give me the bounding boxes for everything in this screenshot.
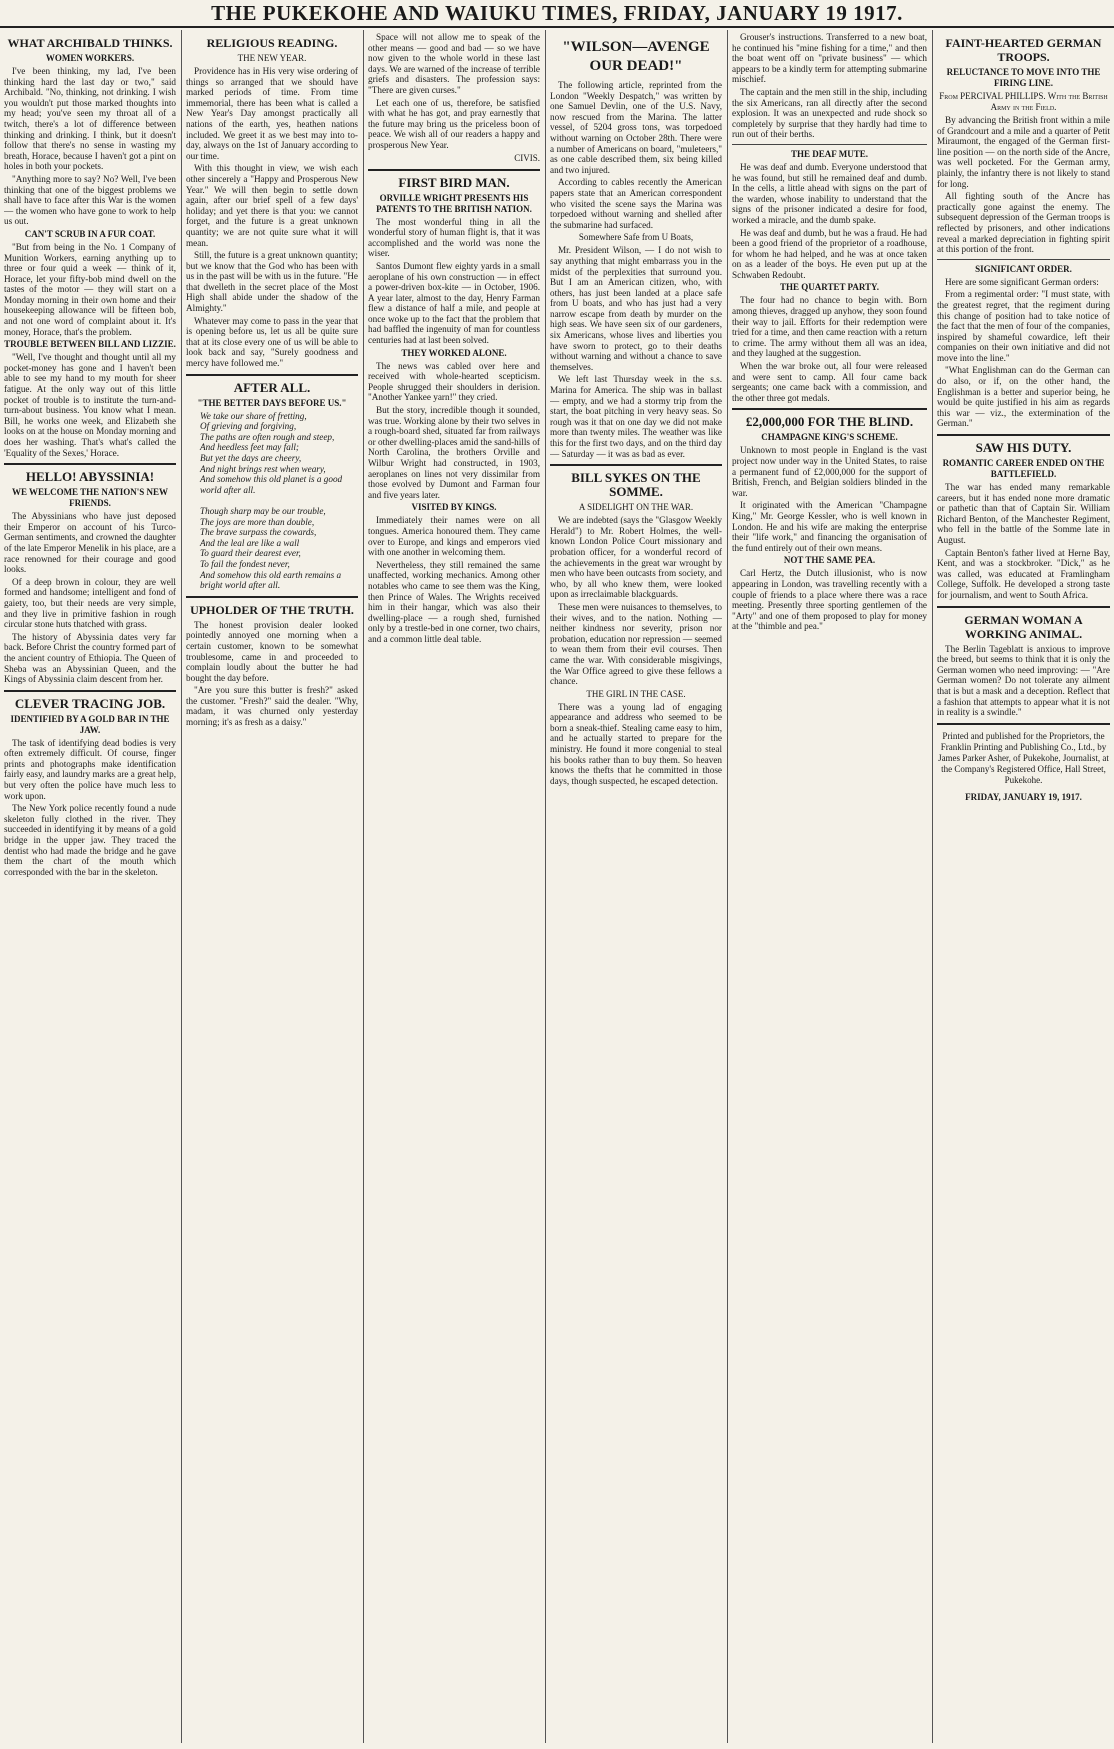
poem-line: The paths are often rough and steep, xyxy=(200,431,335,442)
byline: From PERCIVAL PHILLIPS. With the British Army in the Field. xyxy=(939,91,1108,112)
paragraph: The history of Abyssinia dates very far back. Before Christ the country formed part of the ancient country of Ethiopia. The Queen of Sheba was an Abyssinian Queen, and the Kings of Abyssinia claim descent from her. xyxy=(4,631,176,685)
article-headline: RELIGIOUS READING. xyxy=(206,36,338,50)
article-headline: BILL SYKES ON THE SOMME. xyxy=(571,470,701,500)
divider xyxy=(732,144,927,145)
poem-line: And somehow this old planet is a good world after all. xyxy=(200,474,343,495)
paragraph: "Are you sure this butter is fresh?" asked the customer. "Fresh?" said the dealer. "Why, madam, it was churned only yesterday morning; it's as fresh as a daisy." xyxy=(186,685,358,728)
poem-line: Though sharp may be our trouble, xyxy=(200,505,326,516)
paragraph: According to cables recently the American papers state that an American correspondent who visited the scene says the Marina was torpedoed without warning and shelled after the submarine had surfaced. xyxy=(550,177,722,230)
poem-line: And heedless feet may fall; xyxy=(200,442,299,453)
paragraph: Unknown to most people in England is the vast project now under way in the United States, to raise a permanent fund of £2,000,000 for the support of British, French, and Belgian soldiers blinded in the war. xyxy=(732,445,927,498)
paragraph: When the war broke out, all four were released and were sent to camp. All four came back sergeants; one came back with a commission, and the other three got medals. xyxy=(732,361,927,403)
paragraph: Nevertheless, they still remained the same unaffected, working mechanics. Among other notables who came to see them was the King, then Prince of Wales. The Wrights received him in their hangar, which was also their dwelling-place — a rough shed, furnished only by a trestle-bed in one corner, two chairs, and a common little deal table. xyxy=(368,559,540,644)
masthead xyxy=(0,0,1114,28)
column-6 xyxy=(937,32,1110,1745)
poem-line: The brave surpass the cowards, xyxy=(200,527,317,538)
divider xyxy=(4,463,176,465)
column-rule xyxy=(181,30,182,1743)
poem-line: And the leal are like a wall xyxy=(200,537,300,548)
article-subhead: TROUBLE BETWEEN BILL AND LIZZIE. xyxy=(4,339,176,350)
paragraph: The following article, reprinted from the London "Weekly Despatch," was written by one Samuel Devlin, one of the U.S. Navy, now rescued from the Marina. The latter vessel, of 5204 gross tons, was torpedoed without warning on October 28th. There were a number of Americans on board, "muleteers," as one cable described them, six being killed and two injured. xyxy=(550,80,722,175)
paragraph: The news was cabled over here and received with whole-hearted scepticism. People shrugged their shoulders in derision. "Another Yankee yarn!" they cried. xyxy=(368,360,540,403)
column-5 xyxy=(732,32,927,1745)
article-headline: GERMAN WOMAN A WORKING ANIMAL. xyxy=(964,612,1083,641)
paragraph: From a regimental order: "I must state, with the greatest regret, that the regiment during this change of position had to take notice of the fact that the men of four of the companies, inspired by shameful cowardice, left their companies on their own initiative and did not move into the line." xyxy=(937,289,1110,363)
article-headline: £2,000,000 FOR THE BLIND. xyxy=(745,414,914,430)
article-headline: FAINT-HEARTED GERMAN TROOPS. xyxy=(945,36,1102,64)
paragraph: Captain Benton's father lived at Herne Bay, Kent, and was a stockbroker. "Dick," as he was called, was educated at Framlingham College, Suffolk. He developed a strong taste for journalism, and went to South Africa. xyxy=(937,547,1110,600)
paragraph: Here are some significant German orders: xyxy=(945,276,1099,287)
paragraph: "What Englishman can do the German can do also, or if, on the other hand, the Englishman is a better and superior being, he would be quite justified in his aim as regards this war — viz., the extermination of the German." xyxy=(937,365,1110,429)
article-headline: SIGNIFICANT ORDER. xyxy=(975,263,1072,274)
article-headline: "WILSON—AVENGE OUR DEAD!" xyxy=(562,39,710,74)
divider xyxy=(732,408,927,410)
column-rule xyxy=(727,30,728,1743)
column-4 xyxy=(550,32,722,1745)
paragraph: Still, the future is a great unknown quantity; but we know that the God who has been with us in the past will be with us in the future. "He that dwelleth in the secret place of the Most High shall abide under the shadow of the Almighty." xyxy=(186,250,358,314)
poem-line: To fail the fondest never, xyxy=(200,558,290,569)
article-subhead: NOT THE SAME PEA. xyxy=(783,555,876,566)
article-subhead: A SIDELIGHT ON THE WAR. xyxy=(578,502,694,513)
article-headline: THE QUARTET PARTY. xyxy=(780,282,879,293)
article-subhead: CHAMPAGNE KING'S SCHEME. xyxy=(761,432,898,443)
article-headline: AFTER ALL. xyxy=(233,379,311,395)
paragraph: There was a young lad of engaging appearance and address who seemed to be born a sneak-thief. Stealing came easy to him, and he actually started to prepare for the ministry. He found it more congenial to steal his books rather than to buy them. So heaven knows the thefts that he committed in those days, though suspected, he escaped detection. xyxy=(550,701,722,786)
paragraph: He was deaf and dumb, but he was a fraud. He had been a good friend of the proprietor of a roadhouse, for whom he had helped, and he was at once taken on as a leader of the boys. He even put up at the Schwaben Redoubt. xyxy=(732,227,927,280)
article-subhead: WE WELCOME THE NATION'S NEW FRIENDS. xyxy=(11,487,169,509)
article-headline: CLEVER TRACING JOB. xyxy=(14,695,166,711)
paragraph: "But from being in the No. 1 Company of Munition Workers, earning anything up to three or four quid a week — think of it, Horace, let your fifty-bob mind dwell on the tastes of the motor — they will start on a Monday morning in their own home and their housekeeping allowance will be fifteen bob, and not one word of complaint about it. It's money, Horace, that's the problem. xyxy=(4,241,176,337)
masthead-title: THE PUKEKOHE AND WAIUKU TIMES, FRIDAY, JANUARY 19 1917. xyxy=(211,0,903,25)
paragraph: All fighting south of the Ancre has practically gone against the enemy. The subsequent depression of the German troops is reflected by prisoners, and other indications reveal a marked depreciation in fighting spirit at this portion of the front. xyxy=(937,191,1110,255)
paragraph: Mr. President Wilson, — I do not wish to say anything that might embarrass you in the midst of the perplexities that surround you. But I am an American citizen, who, with others, has just been landed at a place safe from U boats, and who has just had a very narrow escape from death by murder on the high seas. We have seen six of our gardeners, six Americans, whose lives and liberties you have sworn to protect, go to their deaths without warning and without a chance to save themselves. xyxy=(550,245,722,372)
paragraph: The four had no chance to begin with. Born among thieves, dragged up anyhow, they soon found their way to jail. Efforts for their redemption were tried for a time, and then came reaction with a return to crime. The army without them all was an idea, and they laughed at the suggestion. xyxy=(732,295,927,359)
paragraph: Let each one of us, therefore, be satisfied with what he has got, and pray earnestly that the future may bring us the priceless boon of peace. We wish all of our readers a happy and prosperous New Year. xyxy=(368,97,540,150)
paragraph: Whatever may come to pass in the year that is opening before us, let us all be quite sure that at its close every one of us will be able to look back and say, "Surely goodness and mercy have followed me." xyxy=(186,315,358,369)
article-headline: UPHOLDER OF THE TRUTH. xyxy=(190,602,354,617)
paragraph: The Abyssinians who have just deposed their Emperor on account of his Turco-German sentiments, and crowned the daughter of the late Emperor Menelik in his place, are a race renowned for their courage and good looks. xyxy=(4,511,176,575)
article-subhead: ORVILLE WRIGHT PRESENTS HIS PATENTS TO THE BRITISH NATION. xyxy=(376,192,532,214)
article-subhead: IDENTIFIED BY A GOLD BAR IN THE JAW. xyxy=(10,713,170,735)
poem-line: The joys are more than double, xyxy=(200,516,315,527)
poem-line: And somehow this old earth remains a bright world after all. xyxy=(200,569,342,591)
paragraph: The Berlin Tageblatt is anxious to improve the breed, but seems to think that it is only the German women who need improving: — "Are German women? Do not tolerate any ailment that is but a mask and a deception. Reflect that a fashion that attempts to appear what it is not in reality is a swindle." xyxy=(937,643,1110,718)
poem-line xyxy=(200,495,358,506)
paragraph: Space will not allow me to speak of the other means — good and bad — so we have now given to the whole world in these last days. We are warned of the increase of terrible griefs and disasters. The profession says: "There are given curses." xyxy=(368,32,540,95)
poem-line: And night brings rest when weary, xyxy=(200,463,326,474)
publisher-imprint: Printed and published for the Proprietors, the Franklin Printing and Publishing Co., Ltd., by James Parker Asher, of Pukekohe, Journalist, at the Company's Registered Office, Hall Street, Pukekohe. xyxy=(938,730,1109,785)
paragraph: Santos Dumont flew eighty yards in a small aeroplane of his own construction — in effect a power-driven box-kite — in October, 1906. A year later, almost to the day, Henry Farman flew a distance of half a mile, and people at once woke up to the fact that the problem that had baffled the ingenuity of man for countless centuries had at last been solved. xyxy=(368,260,540,346)
article-subhead: ROMANTIC CAREER ENDED ON THE BATTLEFIELD. xyxy=(942,458,1105,480)
paragraph: With this thought in view, we wish each other sincerely a "Happy and Prosperous New Year." We will then begin to settle down again, after our brief spell of a few days' holiday; and yet there is that you: we cannot forget, and the future is a great unknown quantity; we are not quite sure what it will mean. xyxy=(186,163,358,248)
column-1 xyxy=(4,32,176,1745)
paragraph: I've been thinking, my lad, I've been thinking hard the last day or two," said Archibald. "No, thinking, not drinking. I wish you wouldn't put those marked thoughts into my head; you've seen my throat all of a twitch, there's a lot of difference between thinking and drinking. I think, but it doesn't follow that there's no sense in wasting my breath, Horace, because I haven't got a pint on holes in both your pockets. xyxy=(4,66,176,172)
article-subhead: "THE BETTER DAYS BEFORE US." xyxy=(197,397,347,408)
column-2 xyxy=(186,32,358,1745)
article-subhead: THEY WORKED ALONE. xyxy=(401,347,507,358)
column-rule xyxy=(545,30,546,1743)
divider xyxy=(186,374,358,376)
poem-line: We take our share of fretting, xyxy=(200,410,307,421)
paragraph: The captain and the men still in the ship, including the six Americans, ran all directly after the second explosion. It was an unexpected and rude shock so completely by surprise that they hardly had time to run out of their berths. xyxy=(732,86,927,140)
paragraph: He was deaf and dumb. Everyone understood that he was found, but still he remained deaf and dumb. In the cells, a little ahead with signs on the part of the warden, whose inability to understand that the signs of the prisoner indicated a desire for food, worked a miracle, and the dumb spake. xyxy=(732,161,927,225)
paragraph: "Well, I've thought and thought until all my pocket-money has gone and I haven't been able to see my hand to my mouth for sheer fatigue. At the only way out of this little pocket of trouble is to institute the turn-and-turn-about business. You know what I mean. Bill, he works one week, and Elizabeth she looks on at the house on Monday morning and does her washing. That's what's called the 'Equality of the Sexes,' Horace. xyxy=(4,352,176,458)
article-headline: WHAT ARCHIBALD THINKS. xyxy=(7,36,173,50)
paragraph: The war has ended many remarkable careers, but it has ended none more dramatic or pathetic than that of Captain Sir. William Richard Benton, of the Manchester Regiment, who fell in the battle of the Somme late in August. xyxy=(937,482,1110,545)
article-subhead: CAN'T SCRUB IN A FUR COAT. xyxy=(24,228,156,239)
signature: CIVIS. xyxy=(514,152,540,163)
paragraph: Carl Hertz, the Dutch illusionist, who is now appearing in London, was travelling recently with a couple of friends to a place where there was a race meeting. Presently three sporting gentlemen of the "Arty" and one of them proposed to play for money at the "thimble and pea." xyxy=(732,568,927,632)
paragraph: The honest provision dealer looked pointedly annoyed one morning when a certain customer, known to be somewhat troublesome, came in and proceeded to complain loudly about the butter he had bought the day before. xyxy=(186,619,358,683)
divider xyxy=(186,596,358,598)
paragraph: The task of identifying dead bodies is very often extremely difficult. Of course, finger prints and photographs make identification fairly easy, and laundry marks are a great help, but very often the police have much less to work upon. xyxy=(4,737,176,801)
article-headline: THE DEAF MUTE. xyxy=(791,148,868,159)
paragraph: Providence has in His very wise ordering of things so arranged that we should have marked periods of time. From time immemorial, there has been what is called a New Year's Day amongst practically all nations of the earth, yes, heathen nations included. We greet it as we best may into to-day, always on the 1st of January according to our time. xyxy=(186,66,358,161)
article-subhead: VISITED BY KINGS. xyxy=(411,502,497,513)
divider xyxy=(368,169,540,171)
article-headline: SAW HIS DUTY. xyxy=(975,440,1072,456)
paragraph: But the story, incredible though it sounded, was true. Working alone by their two selves in a rough-board shed, situated far from railways or other dwelling-places amid the sand-hills of North Carolina, the brothers Orville and Wilbur Wright had constructed, in 1903, aeroplanes on lines not very dissimilar from those evolved by Dumont and Farman four and five years later. xyxy=(368,405,540,500)
poem-line: But yet the days are cheery, xyxy=(200,453,302,463)
article-headline: FIRST BIRD MAN. xyxy=(398,174,510,190)
paragraph: These men were nuisances to themselves, to their wives, and to the nation. Nothing — neither kindness nor severity, prison nor probation, education nor repression — seemed to wean them from their evil courses. Then came the war. With considerable misgivings, the War Office agreed to give these fellows a chance. xyxy=(550,601,722,687)
paragraph: It originated with the American "Champagne King," Mr. George Kessler, who is well known in London. He and his wife are making the enterprise their "life work," and financing the organisation of the fund entirely out of their own means. xyxy=(732,500,927,553)
poem-line: To guard their dearest ever, xyxy=(200,548,301,559)
imprint-date: FRIDAY, JANUARY 19, 1917. xyxy=(965,791,1082,802)
paragraph: By advancing the British front within a mile of Grandcourt and a mile and a quarter of Petit Miraumont, the engaged of the German first-line position — on the north side of the Ancre, was well pocketed. For the German army, plainly, the infantry there is not likely to stand for long. xyxy=(937,115,1110,189)
paragraph: Grouser's instructions. Transferred to a new boat, he continued his "mine fishing for a time," and then the boat went off on "private business" — which appears to be a kindly term for attempting submarine mischief. xyxy=(732,32,927,85)
article-headline: HELLO! ABYSSINIA! xyxy=(25,469,155,485)
divider xyxy=(4,690,176,692)
divider xyxy=(550,464,722,466)
article-subhead: RELUCTANCE TO MOVE INTO THE FIRING LINE. xyxy=(946,67,1101,88)
article-subhead: THE NEW YEAR. xyxy=(237,53,307,63)
article-subhead: Somewhere Safe from U Boats, xyxy=(578,232,694,243)
column-rule xyxy=(932,30,933,1743)
divider xyxy=(937,434,1110,436)
divider xyxy=(937,606,1110,608)
paragraph: "Anything more to say? No? Well, I've been thinking that one of the biggest problems we shall have to face after this War is the women — the women who have gone to work to help us out. xyxy=(4,173,176,227)
paragraph: Of a deep brown in colour, they are well formed and handsome; intelligent and fond of gaiety, too, but their needs are very simple, and they live in primitive fashion in rough circular stone huts thatched with grass. xyxy=(4,576,176,630)
paragraph: The New York police recently found a nude skeleton fully clothed in the river. They succeeded in identifying it by means of a gold bridge in the upper jaw. They traced the dentist who had made the bridge and he gave them the chart of the mouth which corresponded with the bar in the skeleton. xyxy=(4,803,176,877)
paragraph: Immediately their names were on all tongues. America honoured them. They came over to Europe, and kings and emperors vied with one another in welcoming them. xyxy=(368,515,540,558)
column-3 xyxy=(368,32,540,1745)
article-subhead: WOMEN WORKERS. xyxy=(45,53,135,63)
divider xyxy=(937,723,1110,725)
paragraph: We left last Thursday week in the s.s. Marina for America. The ship was in ballast — empty, and we had a stormy trip from the start, the boat pitching in very heavy seas. So rough was it that on one day we did not make more than twenty miles. The weather was like this for the first two days, and on the third day — Saturday — it was as bad as ever. xyxy=(550,374,722,459)
poem-line: Of grieving and forgiving, xyxy=(200,421,297,432)
article-subhead: THE GIRL IN THE CASE. xyxy=(586,688,686,699)
paragraph: The most wonderful thing in all the wonderful story of human flight is, that it was accomplished and the world was none the wiser. xyxy=(368,216,540,259)
divider xyxy=(937,259,1110,260)
column-rule xyxy=(363,30,364,1743)
paragraph: We are indebted (says the "Glasgow Weekly Herald") to Mr. Robert Holmes, the well-known London Police Court missionary and probation officer, for a wonderful record of the achievements in the great war wrought by men who have been outcasts from society, and who, by all who knew them, were looked upon as irreclaimable blackguards. xyxy=(550,515,722,600)
